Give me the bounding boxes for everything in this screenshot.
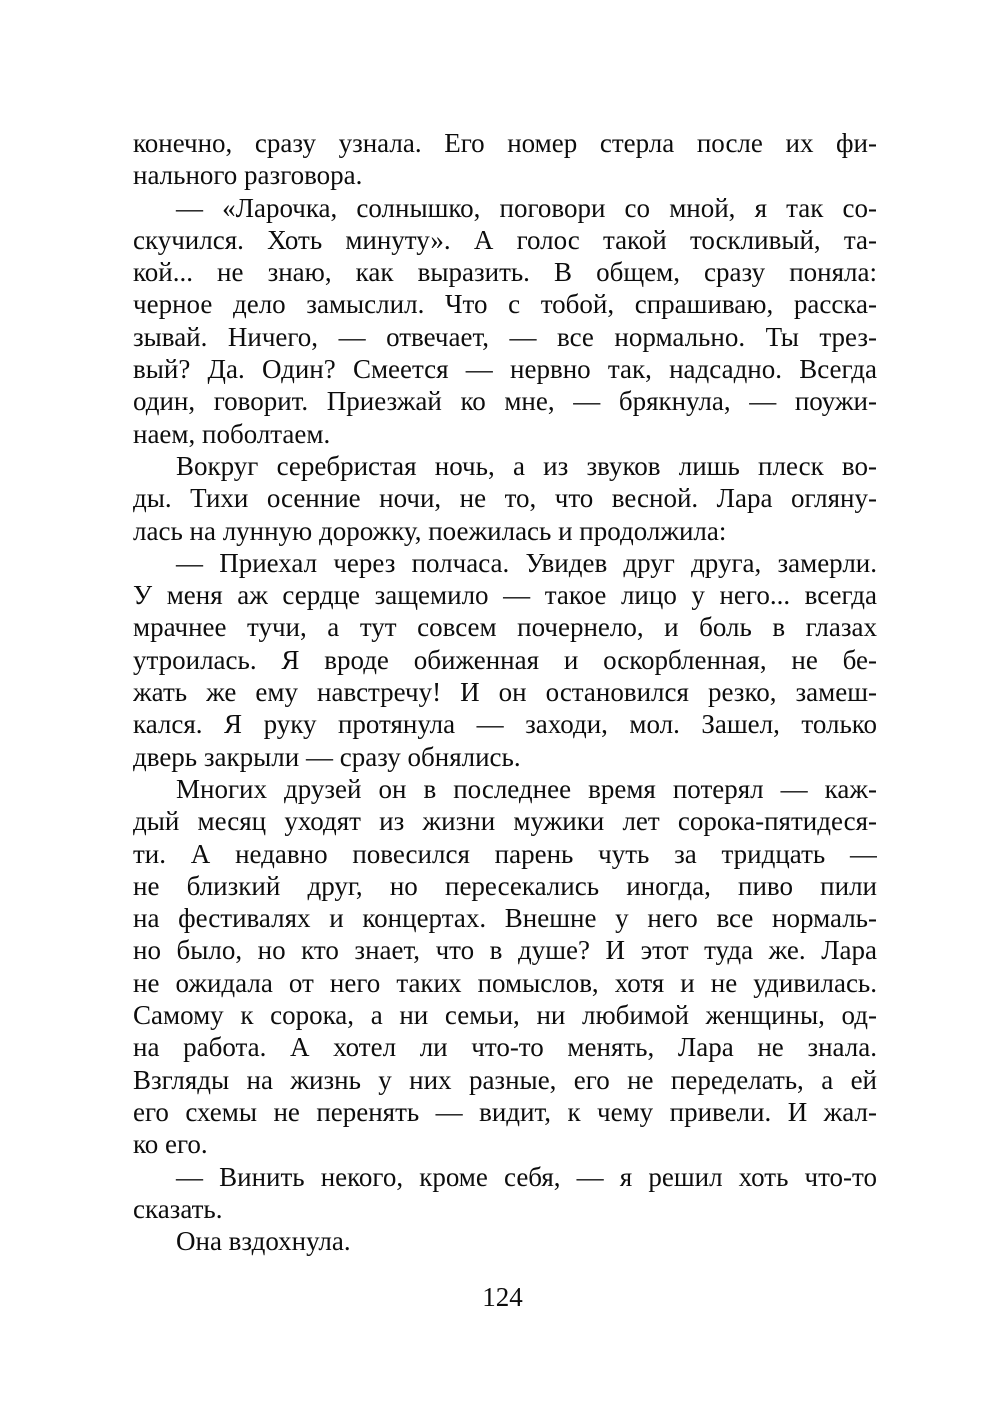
text-line: зывай. Ничего, — отвечает, — все нормально. Ты трез- [133, 321, 877, 352]
text-line: на фестивалях и концертах. Внешне у него все нормаль- [133, 903, 877, 934]
text-line: мрачнее тучи, а тут совсем почернело, и боль в глазах [133, 612, 877, 643]
text-line: нального разговора. [133, 160, 363, 191]
text-line: не ожидала от него таких помыслов, хотя и не удивилась. [133, 967, 877, 998]
text-line: дый месяц уходят из жизни мужики лет сорока-пятидеся- [133, 806, 877, 837]
text-line: утроилась. Я вроде обиженная и оскорбленная, не бе- [133, 644, 877, 675]
text-line: Взгляды на жизнь у них разные, его не переделать, а ей [133, 1064, 877, 1095]
text-line: — Приехал через полчаса. Увидев друг друга, замерли. [176, 547, 877, 578]
page-number: 124 [482, 1282, 523, 1312]
text-line: лась на лунную дорожку, поежилась и продолжила: [133, 515, 727, 546]
text-line: ды. Тихи осенние ночи, не то, что весной. Лара огляну- [133, 483, 877, 514]
text-line: У меня аж сердце защемило — такое лицо у него... всегда [133, 580, 877, 611]
text-line: наем, поболтаем. [133, 418, 331, 449]
text-line: не близкий друг, но пересекались иногда, пиво пили [133, 870, 877, 901]
text-line: сказать. [133, 1193, 223, 1224]
text-line: Она вздохнула. [176, 1226, 351, 1257]
text-line: ти. А недавно повесился парень чуть за тридцать — [133, 838, 877, 869]
text-line: конечно, сразу узнала. Его номер стерла после их фи- [133, 128, 877, 158]
text-line: Самому к сорока, а ни семьи, ни любимой женщины, од- [133, 1000, 877, 1031]
body-text [133, 127, 877, 1257]
text-line: на работа. А хотел ли что-то менять, Лара не знала. [133, 1032, 877, 1063]
text-line: кой... не знаю, как выразить. В общем, сразу поняла: [133, 257, 877, 288]
text-line: ко его. [133, 1129, 208, 1160]
text-line: Вокруг серебристая ночь, а из звуков лишь плеск во- [176, 450, 877, 481]
text-line: — Винить некого, кроме себя, — я решил хоть что-то [176, 1161, 877, 1192]
text-line: дверь закрыли — сразу обнялись. [133, 741, 521, 772]
text-line: скучился. Хоть минуту». А голос такой тоскливый, та- [133, 224, 877, 255]
text-line: жать же ему навстречу! И он остановился резко, замеш- [133, 677, 877, 708]
text-line: но было, но кто знает, что в душе? И этот туда же. Лара [133, 935, 877, 966]
text-line: Многих друзей он в последнее время потерял — каж- [176, 773, 877, 804]
text-line: один, говорит. Приезжай ко мне, — брякнула, — поужи- [133, 386, 877, 417]
text-line: его схемы не перенять — видит, к чему привели. И жал- [133, 1096, 877, 1127]
text-line: вый? Да. Один? Смеется — нервно так, надсадно. Всегда [133, 354, 877, 385]
text-line: черное дело замыслил. Что с тобой, спрашиваю, расска- [133, 289, 877, 320]
text-line: — «Ларочка, солнышко, поговори со мной, я так со- [176, 192, 877, 223]
text-line: кался. Я руку протянула — заходи, мол. Зашел, только [133, 709, 877, 740]
